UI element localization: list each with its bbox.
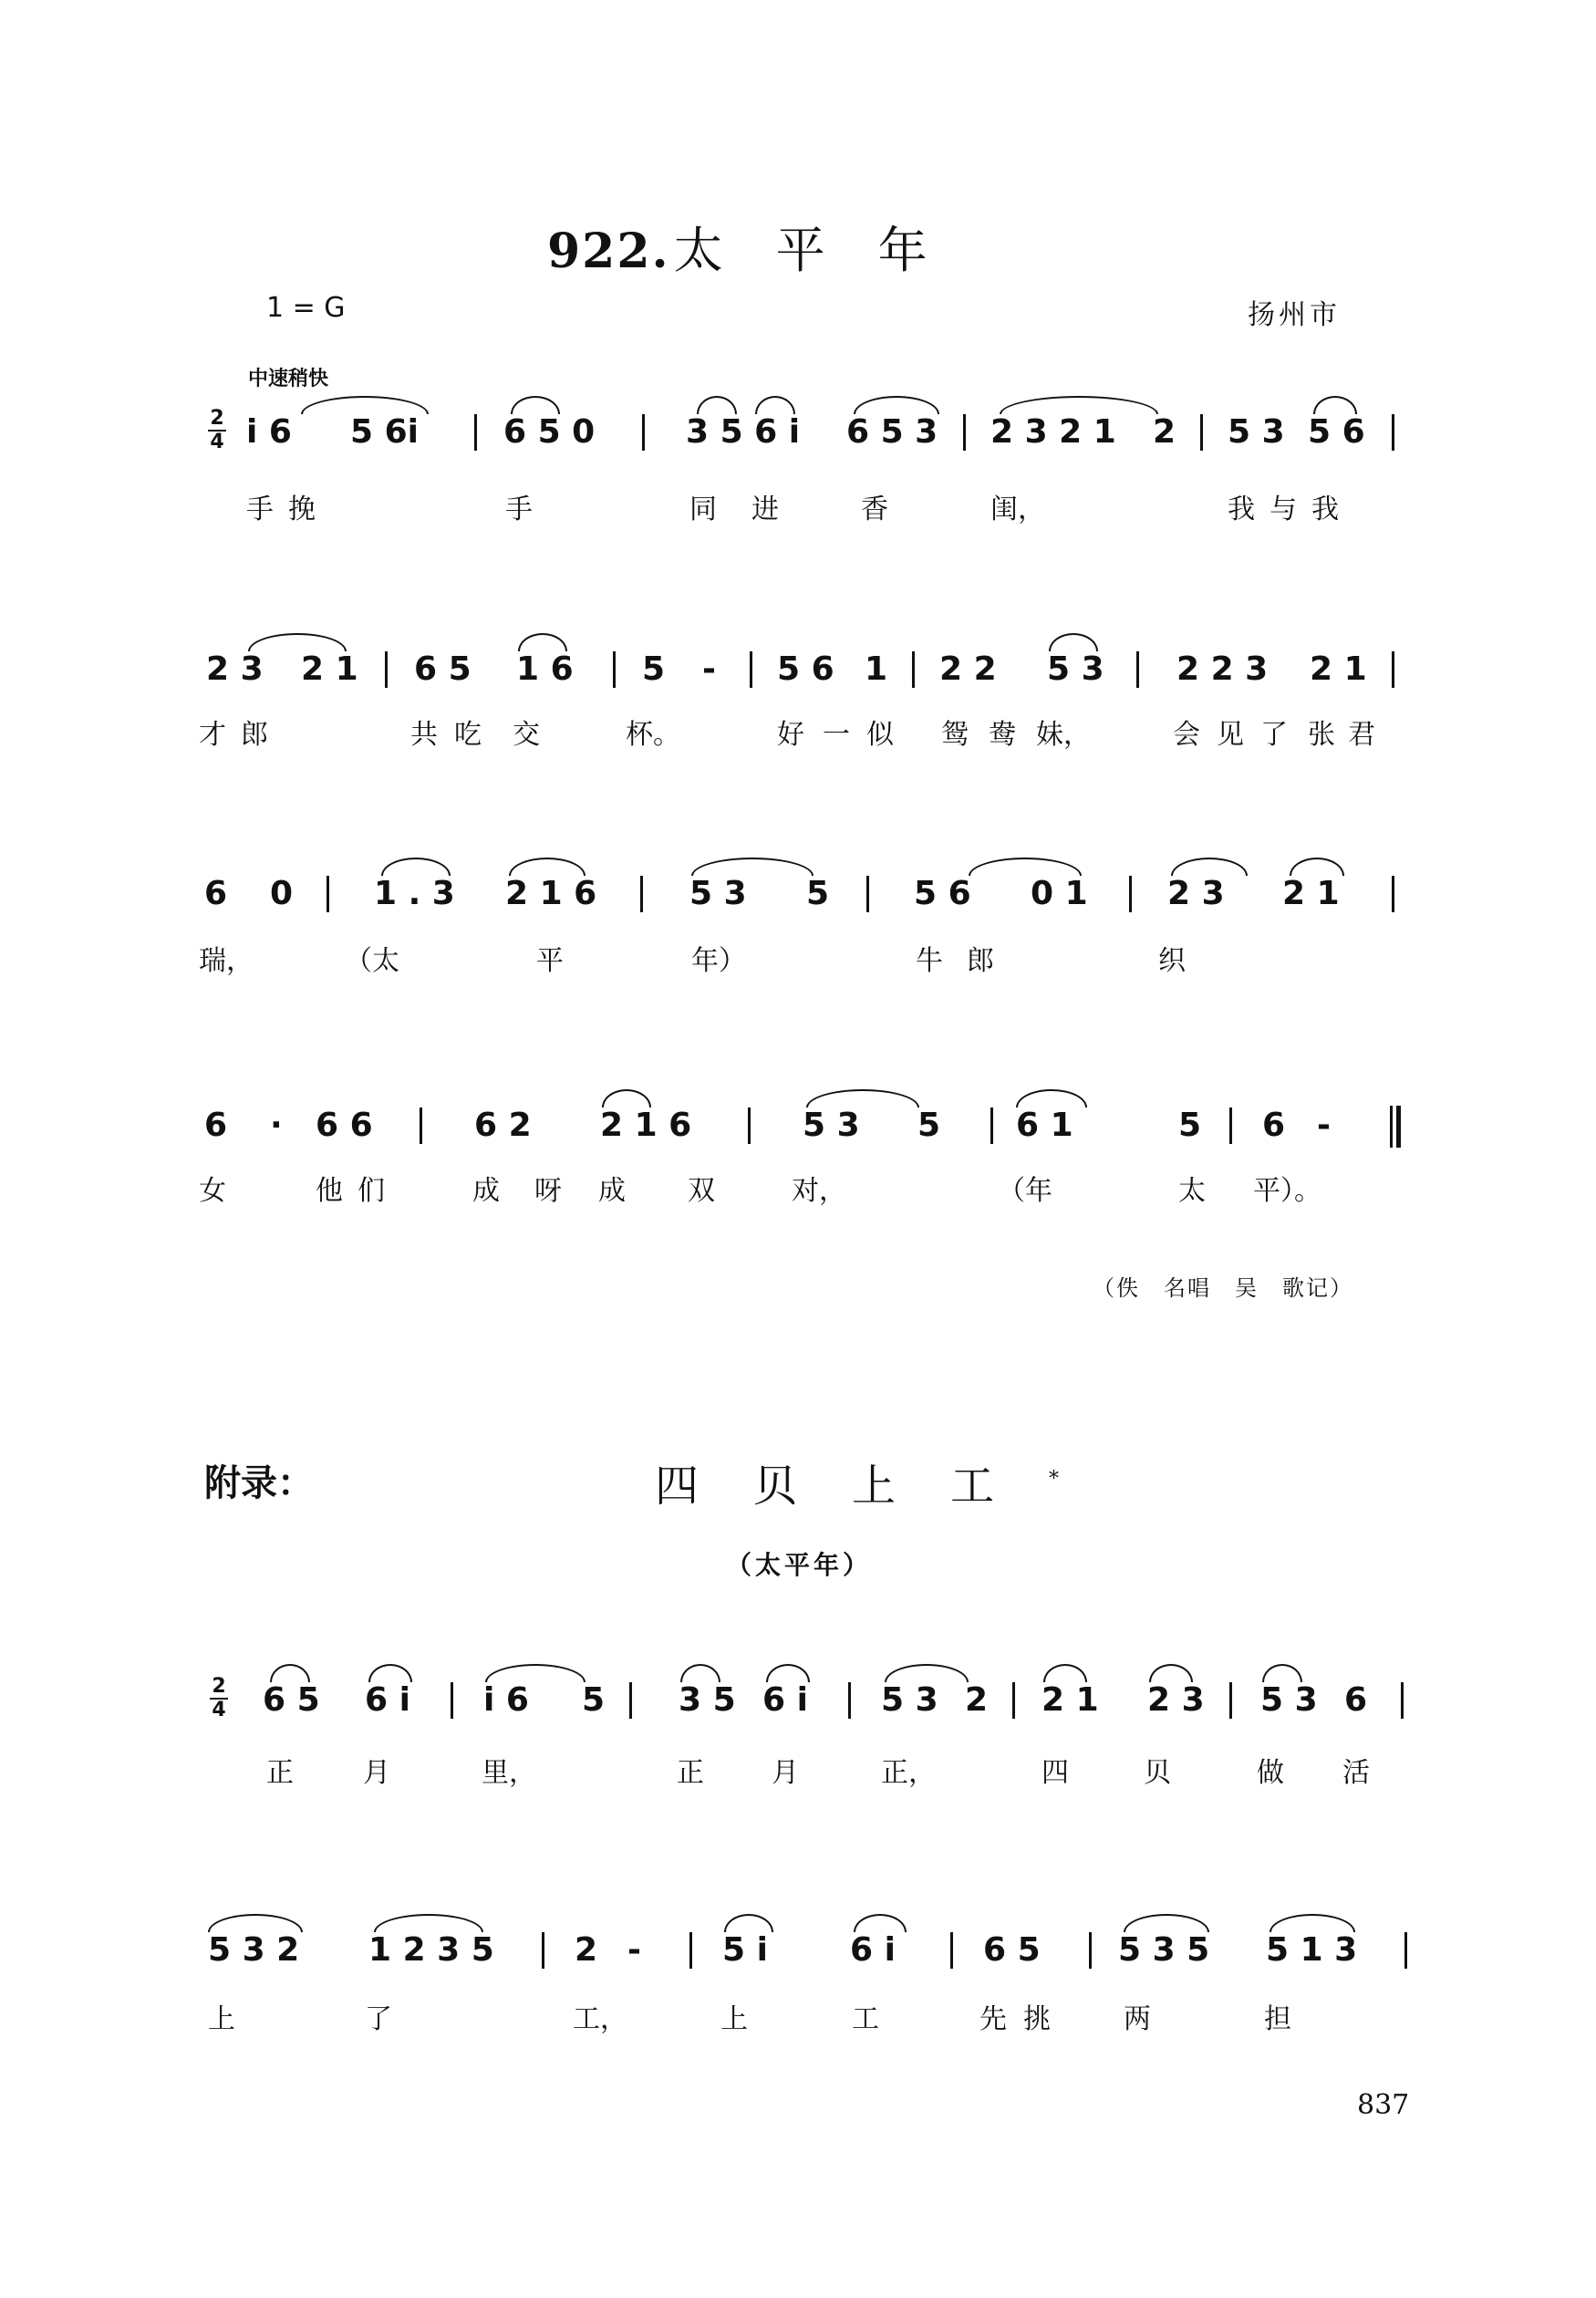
lyric: 上 (720, 2003, 748, 2035)
note-group: 5 6 (1308, 413, 1365, 451)
barline (1136, 651, 1139, 688)
note-group: 5 1 3 (1266, 1931, 1358, 1969)
lyric: 我 (1311, 494, 1339, 525)
lyric: 一 (823, 719, 850, 751)
note-group: 6 5 (983, 1931, 1041, 1969)
lyric: 织 (1158, 945, 1186, 977)
note-group: 2 1 (1042, 1681, 1099, 1719)
note-group: 6 5 3 (846, 413, 938, 451)
barline (613, 651, 616, 688)
note-group: 5 (582, 1681, 606, 1719)
slur (854, 396, 939, 414)
tempo-marking: 中速稍快 (248, 368, 329, 390)
barline (689, 1932, 692, 1969)
song-title (547, 212, 929, 282)
song-name: 太 平 年 (673, 222, 929, 279)
lyric: 挑 (1023, 2003, 1051, 2035)
slur (1149, 1664, 1193, 1682)
page-number: 837 (1357, 2089, 1410, 2121)
note-group: 6 2 (474, 1107, 532, 1144)
note-group: 5 3 5 (1118, 1931, 1210, 1969)
barline (629, 1682, 632, 1719)
lyric: 里， (482, 1757, 536, 1789)
lyric: 们 (358, 1175, 385, 1207)
appendix-title (655, 1451, 1059, 1513)
note-group: 2 2 (939, 650, 997, 688)
lyric: 同 (689, 494, 717, 525)
lyric: （年 (998, 1175, 1052, 1207)
lyric: 妹， (1036, 719, 1091, 751)
lyric: 似 (866, 719, 894, 751)
singer-credit: （佚 名唱 吴 歌记） (1093, 1275, 1353, 1301)
lyric: 了 (365, 2003, 392, 2035)
note-group: 3 5 6 i (686, 413, 801, 451)
lyric: 好 (777, 719, 804, 751)
lyric: 与 (1270, 494, 1297, 525)
slur (1000, 396, 1158, 414)
lyric: 双 (688, 1175, 715, 1207)
note-group: 1 2 3 5 (368, 1931, 494, 1969)
note-group: 6 (1344, 1681, 1368, 1719)
lyric: 月 (363, 1757, 390, 1789)
barline (912, 651, 915, 688)
barline (420, 1107, 422, 1144)
lyric: 鸳 (941, 719, 969, 751)
note-group: 6 i (850, 1931, 896, 1969)
note-group: 6 i (365, 1681, 410, 1719)
lyric: 手 (505, 494, 533, 525)
note-group: 6 1 (1016, 1107, 1073, 1144)
note-group: 2 2 3 (1176, 650, 1269, 688)
note-group: 6 i (762, 1681, 808, 1719)
slur (1124, 1914, 1209, 1932)
lyric: 工， (573, 2003, 627, 2035)
note-group: 3 5 (679, 1681, 736, 1719)
lyrics-row-2 (0, 712, 1596, 757)
lyric: 两 (1124, 2003, 1151, 2035)
note-group: 0 (270, 875, 294, 912)
note-group: - (702, 650, 716, 688)
note-group: 5 3 (881, 1681, 938, 1719)
appendix-title-mark: * (1049, 1468, 1060, 1491)
time-signature: 2 4 (210, 1677, 228, 1721)
lyric: 月 (772, 1757, 799, 1789)
note-group: 2 1 6 (505, 875, 597, 912)
note-group: 5 3 (689, 875, 747, 912)
slur (602, 1089, 651, 1107)
lyric: 四 (1042, 1757, 1069, 1789)
note-group: 2 (965, 1681, 989, 1719)
lyric: 会 (1173, 719, 1200, 751)
note-group: 1 6 (516, 650, 574, 688)
lyric: 见 (1217, 719, 1244, 751)
barline (1200, 414, 1203, 451)
lyric: 正 (266, 1757, 294, 1789)
note-group: 5 3 (1228, 413, 1285, 451)
lyric: 正， (881, 1757, 936, 1789)
slur (208, 1914, 303, 1932)
appendix-lyrics-row-1 (0, 1750, 1596, 1795)
time-signature: 2 4 (208, 409, 226, 452)
lyric: 挽 (288, 494, 316, 525)
lyric: 才 (199, 719, 226, 751)
slur (969, 858, 1082, 876)
note-group: 5 (917, 1107, 941, 1144)
note-group: - (1317, 1107, 1331, 1144)
barline (990, 1107, 993, 1144)
lyric: 呀 (534, 1175, 562, 1207)
lyrics-row-3 (0, 938, 1596, 983)
slur (755, 396, 795, 414)
note-group: 5 6i (350, 413, 419, 451)
lyric: 香 (861, 494, 888, 525)
slur (270, 1664, 310, 1682)
song-number: 922. (547, 224, 670, 279)
barline (640, 876, 643, 912)
lyric: 上 (208, 2003, 235, 2035)
note-group: 6 6 (316, 1107, 373, 1144)
lyric: 对， (792, 1175, 846, 1207)
appendix-lyrics-row-2 (0, 1996, 1596, 2042)
note-group: · (270, 1107, 283, 1144)
lyric: 做 (1257, 1757, 1284, 1789)
slur (1313, 396, 1357, 414)
lyric: 鸯 (989, 719, 1016, 751)
note-group: 2 3 (1167, 875, 1225, 912)
note-group: 6 5 0 (503, 413, 596, 451)
barline (1089, 1932, 1092, 1969)
note-group: 5 (806, 875, 830, 912)
key-signature: 1 = G (266, 292, 346, 324)
barline (1129, 876, 1132, 912)
barline (1229, 1682, 1232, 1719)
note-group: 2 3 (1147, 1681, 1205, 1719)
note-group: 2 (575, 1931, 598, 1969)
slur (1171, 858, 1248, 876)
barline (1229, 1107, 1232, 1144)
lyric: 平 (536, 945, 564, 977)
lyric: 杯。 (626, 719, 680, 751)
note-group: 2 1 (1282, 875, 1340, 912)
lyric: 瑞， (199, 945, 254, 977)
note-group: 5 3 (803, 1107, 860, 1144)
slur (509, 858, 586, 876)
lyric: 了 (1260, 719, 1288, 751)
note-group: 6 (204, 1107, 228, 1144)
note-group: 6 5 (263, 1681, 320, 1719)
lyric: 郎 (967, 945, 994, 977)
lyric: 他 (316, 1175, 343, 1207)
lyric: 闺， (990, 494, 1045, 525)
barline (385, 651, 388, 688)
note-group: i 6 (246, 413, 292, 451)
barline (750, 651, 752, 688)
slur (381, 858, 451, 876)
barline (326, 876, 329, 912)
slur (368, 1664, 412, 1682)
note-group: 5 6 (914, 875, 971, 912)
slur (1049, 633, 1098, 651)
slur (1262, 1664, 1302, 1682)
lyrics-row-1 (0, 486, 1596, 532)
note-group: - (627, 1931, 641, 1969)
lyric: 平）。 (1253, 1175, 1321, 1207)
note-group: 6 (1262, 1107, 1286, 1144)
lyric: 进 (751, 494, 779, 525)
lyric: 年） (691, 945, 746, 977)
lyric: 交 (513, 719, 540, 751)
slur (1290, 858, 1344, 876)
lyric: 郎 (241, 719, 268, 751)
barline (848, 1682, 851, 1719)
slur (374, 1914, 483, 1932)
barline (474, 414, 477, 451)
note-group: 5 i (722, 1931, 768, 1969)
lyric: 担 (1264, 2003, 1291, 2035)
lyric: 太 (1178, 1175, 1206, 1207)
lyric: 成 (598, 1175, 626, 1207)
lyric: 成 (472, 1175, 500, 1207)
note-group: 2 1 (301, 650, 358, 688)
lyric: 先 (979, 2003, 1007, 2035)
slur (854, 1914, 907, 1932)
note-group: 1 (865, 650, 888, 688)
note-group: 6 (204, 875, 228, 912)
barline (1404, 1932, 1407, 1969)
slur (885, 1664, 969, 1682)
note-group: 6 5 (414, 650, 472, 688)
lyric: 正 (677, 1757, 704, 1789)
slur (1043, 1664, 1087, 1682)
region-label: 扬州市 (1248, 299, 1341, 331)
barline (642, 414, 645, 451)
note-group: 2 1 6 (600, 1107, 692, 1144)
barline (866, 876, 869, 912)
lyric: 女 (199, 1175, 226, 1207)
barline (1392, 876, 1394, 912)
note-group: 5 3 (1260, 1681, 1318, 1719)
slur (766, 1664, 810, 1682)
appendix-subtitle: （太平年） (726, 1550, 873, 1580)
note-group: 5 3 (1047, 650, 1104, 688)
note-group: 2 3 2 1 (990, 413, 1116, 451)
slur (724, 1914, 773, 1932)
slur (680, 1664, 720, 1682)
barline (1401, 1682, 1404, 1719)
lyric: 张 (1308, 719, 1335, 751)
slur (518, 633, 567, 651)
slur (697, 396, 737, 414)
lyric: （太 (345, 945, 399, 977)
slur (301, 396, 429, 414)
barline (451, 1682, 453, 1719)
barline (542, 1932, 544, 1969)
lyric: 活 (1342, 1757, 1370, 1789)
note-group: 0 1 (1031, 875, 1088, 912)
note-group: 5 6 (777, 650, 834, 688)
barline (963, 414, 966, 451)
lyrics-row-4 (0, 1168, 1596, 1213)
slur (1016, 1089, 1087, 1107)
lyric: 手 (246, 494, 274, 525)
slur (691, 858, 814, 876)
lyric: 工 (852, 2003, 879, 2035)
barline (950, 1932, 953, 1969)
note-group: 5 3 2 (208, 1931, 300, 1969)
lyric: 贝 (1144, 1757, 1171, 1789)
lyric: 君 (1348, 719, 1375, 751)
slur (1270, 1914, 1355, 1932)
lyric: 共 (410, 719, 438, 751)
barline (1392, 651, 1394, 688)
barline (1012, 1682, 1015, 1719)
slur (485, 1664, 586, 1682)
note-group: 1 . 3 (374, 875, 455, 912)
note-group: 5 (642, 650, 666, 688)
barline (748, 1107, 751, 1144)
note-group: 2 1 (1310, 650, 1367, 688)
barline (1392, 414, 1394, 451)
lyric: 我 (1228, 494, 1255, 525)
appendix-label: 附录： (204, 1462, 314, 1504)
slur (806, 1089, 919, 1107)
note-group: 2 3 (206, 650, 264, 688)
note-group: 5 (1178, 1107, 1202, 1144)
lyric: 吃 (454, 719, 482, 751)
appendix-title-text: 四贝上工 (655, 1461, 1050, 1512)
lyric: 牛 (916, 945, 943, 977)
slur (511, 396, 560, 414)
note-group: i 6 (483, 1681, 529, 1719)
slur (248, 633, 347, 651)
note-group: 2 (1153, 413, 1176, 451)
final-barline (1390, 1106, 1397, 1148)
